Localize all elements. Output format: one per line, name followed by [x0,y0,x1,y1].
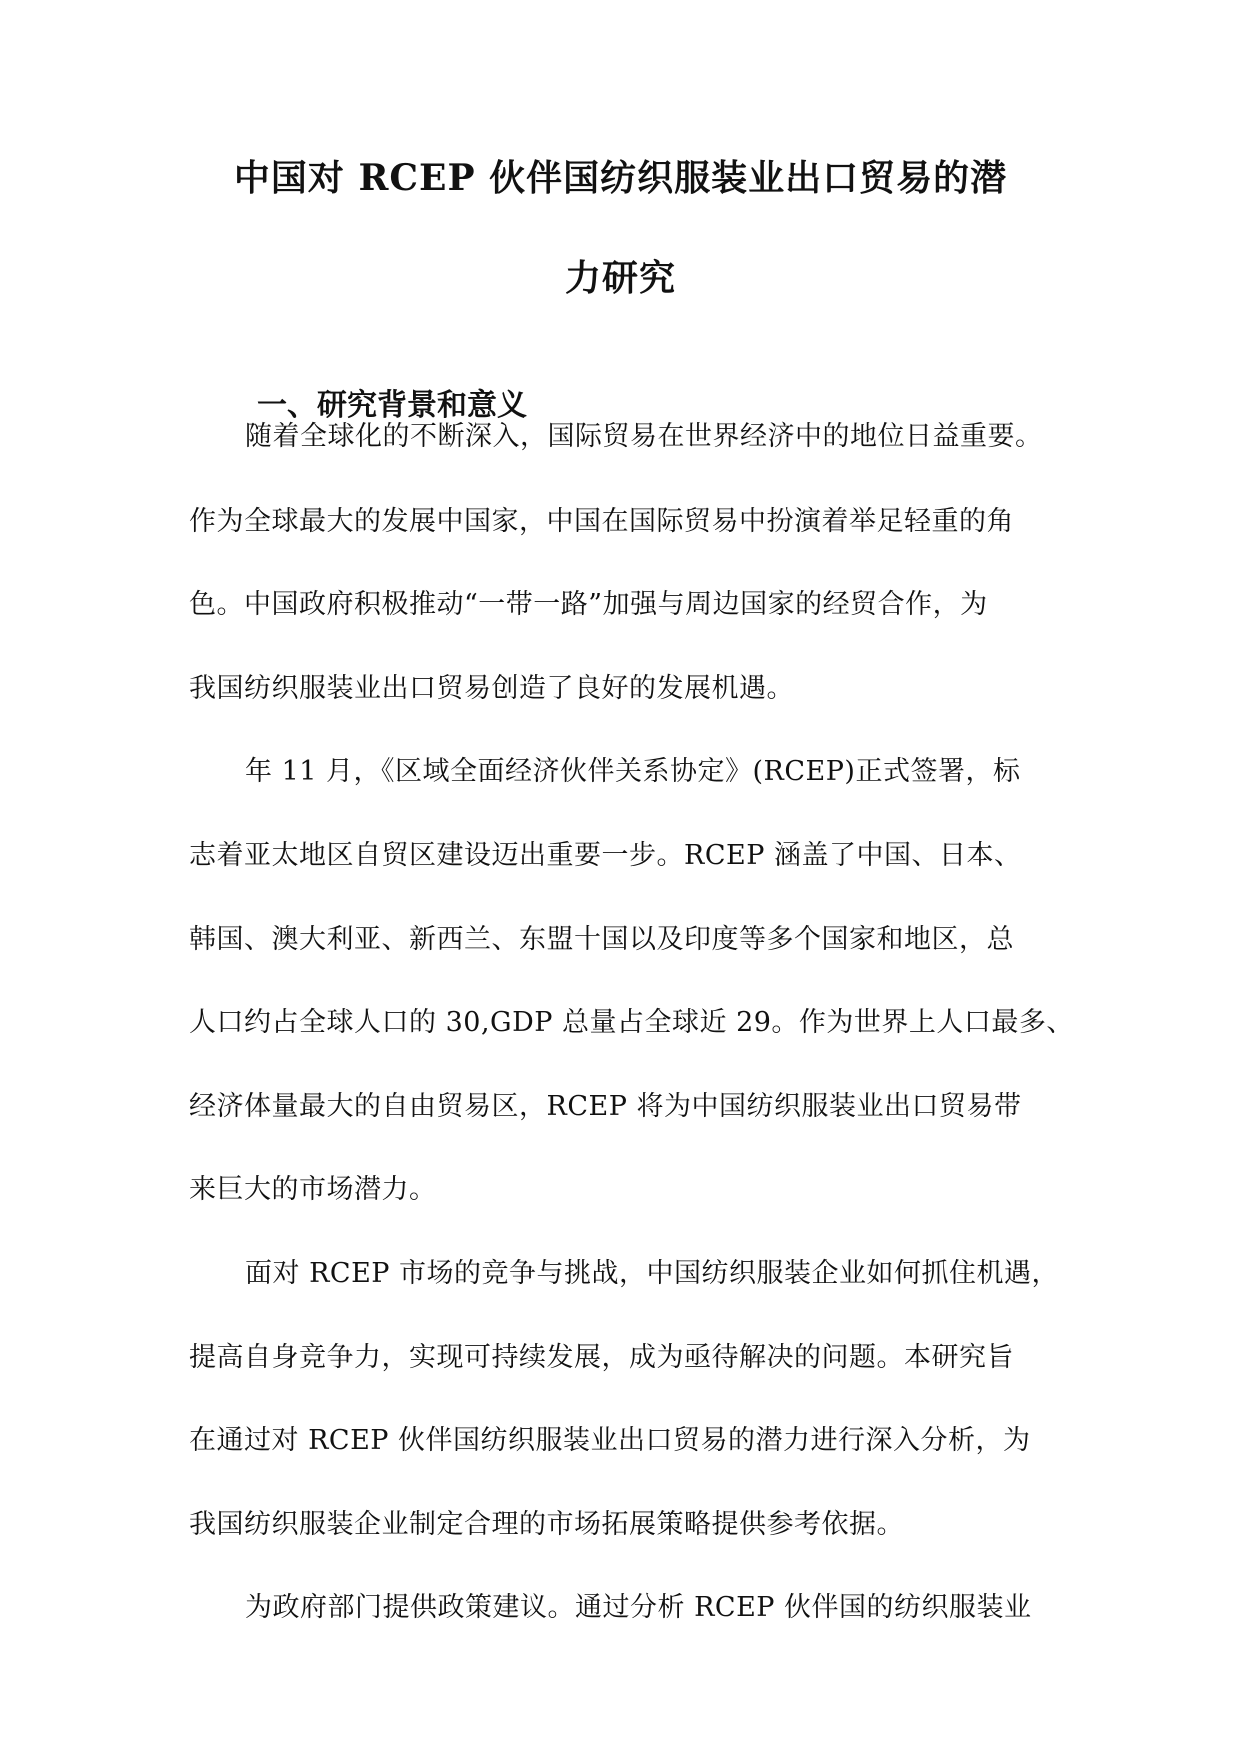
paragraph-4-line-1: 为政府部门提供政策建议。通过分析 RCEP 伙伴国的纺织服装业 [245,1592,1032,1623]
paragraph-3-line-3: 在通过对 RCEP 伙伴国纺织服装业出口贸易的潜力进行深入分析，为 [189,1425,1031,1456]
paragraph-1-line-3: 色。中国政府积极推动“一带一路”加强与周边国家的经贸合作，为 [189,589,988,620]
paragraph-3-line-2: 提高自身竞争力，实现可持续发展，成为亟待解决的问题。本研究旨 [189,1342,1014,1373]
paragraph-1-line-4: 我国纺织服装业出口贸易创造了良好的发展机遇。 [189,673,794,704]
paragraph-1-line-1: 随着全球化的不断深入，国际贸易在世界经济中的地位日益重要。 [245,421,1043,452]
section-heading: 一、研究背景和意义 [257,388,527,423]
paragraph-2-line-4: 人口约占全球人口的 30,GDP 总量占全球近 29。作为世界上人口最多、 [189,1007,1074,1038]
paragraph-3-line-4: 我国纺织服装企业制定合理的市场拓展策略提供参考依据。 [189,1509,904,1540]
document-title-line-1: 中国对 RCEP 伙伴国纺织服装业出口贸易的潜 [233,157,1008,199]
paragraph-3-line-1: 面对 RCEP 市场的竞争与挑战，中国纺织服装企业如何抓住机遇， [245,1258,1060,1289]
paragraph-2-line-1: 年 11 月，《区域全面经济伙伴关系协定》(RCEP)正式签署，标 [245,756,1021,787]
paragraph-1-line-2: 作为全球最大的发展中国家，中国在国际贸易中扮演着举足轻重的角 [189,506,1014,537]
paragraph-2-line-2: 志着亚太地区自贸区建设迈出重要一步。RCEP 涵盖了中国、日本、 [189,840,1022,871]
paragraph-2-line-5: 经济体量最大的自由贸易区，RCEP 将为中国纺织服装业出口贸易带 [189,1091,1022,1122]
paragraph-2-line-6: 来巨大的市场潜力。 [189,1174,437,1205]
document-title-line-2: 力研究 [564,257,676,299]
paragraph-2-line-3: 韩国、澳大利亚、新西兰、东盟十国以及印度等多个国家和地区，总 [189,924,1014,955]
